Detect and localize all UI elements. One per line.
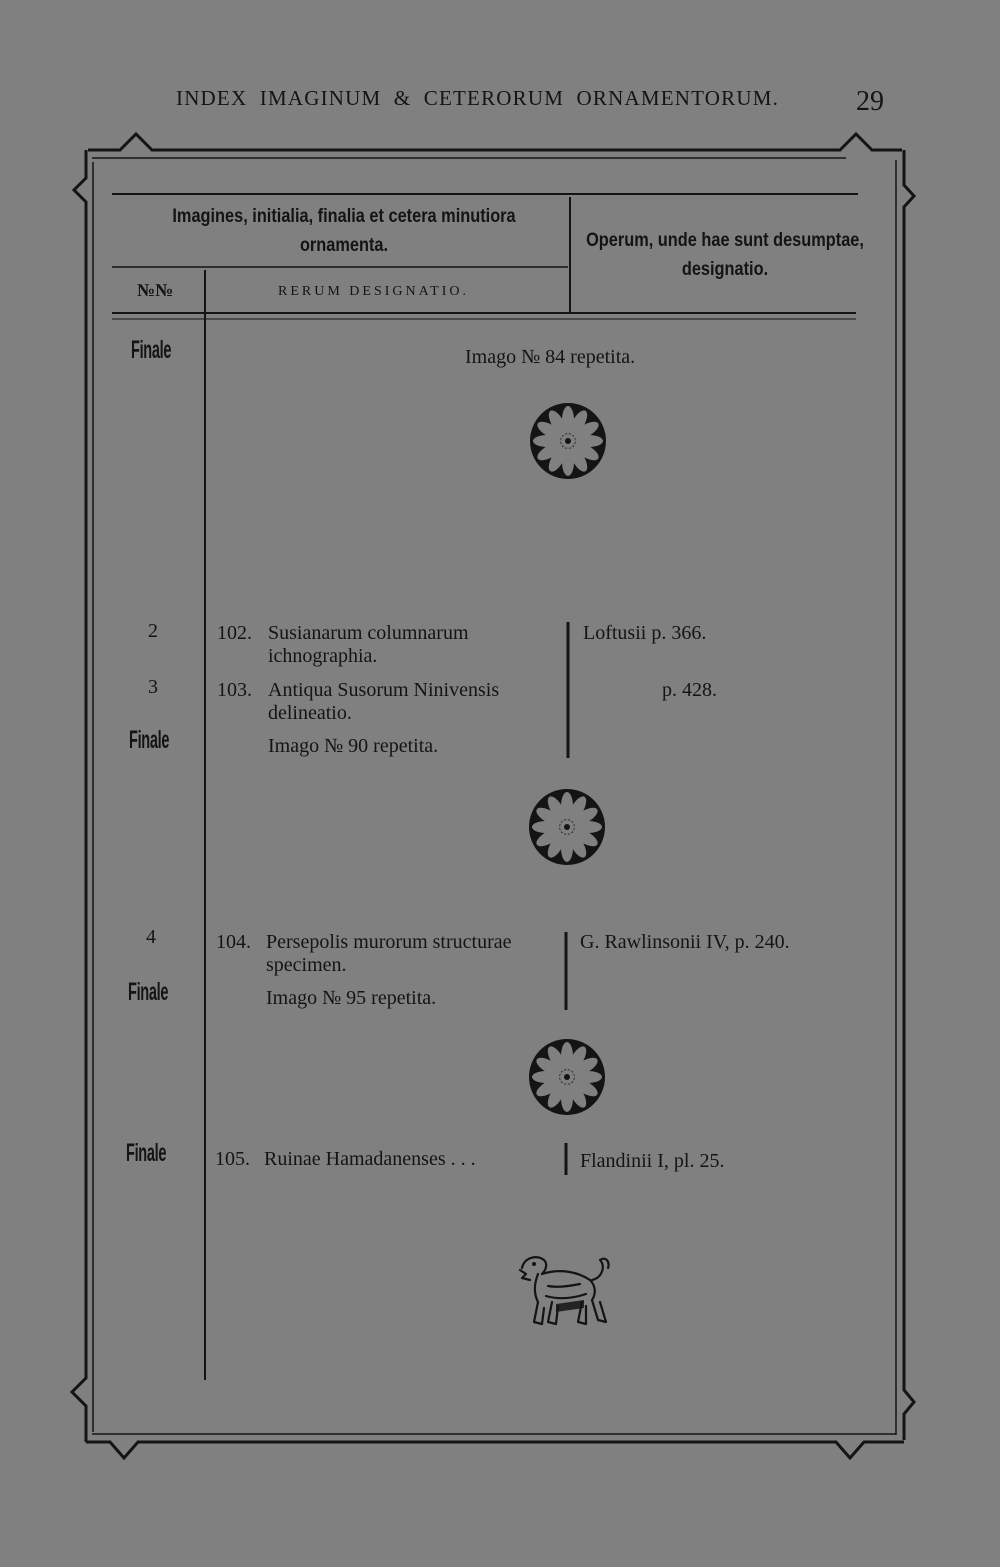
entry-number: 105. <box>215 1148 250 1170</box>
entry-text: Imago № 95 repetita. <box>266 987 437 1009</box>
source-reference: Flandinii I, pl. 25. <box>580 1150 725 1172</box>
lion-ornament <box>512 1250 616 1330</box>
row-label: 4 <box>146 926 156 948</box>
rosette-ornament <box>526 1036 608 1118</box>
rosette-ornament <box>527 400 609 482</box>
row-label: 2 <box>148 620 158 642</box>
entry-number: 103. <box>217 679 252 701</box>
row-label: Finale <box>129 726 170 754</box>
source-reference: G. Rawlinsonii IV, p. 240. <box>580 931 790 953</box>
entry-text: Ruinae Hamadanenses . . . <box>264 1148 476 1170</box>
left-column-title: Imagines, initialia, finalia et cetera minutiora ornamenta. <box>172 206 516 256</box>
row-label: Finale <box>131 336 172 364</box>
rosette-ornament <box>526 786 608 868</box>
entry-text: Persepolis murorum structurae specimen. <box>266 931 512 976</box>
running-head-title: INDEX IMAGINUM & CETERORUM ORNAMENTORUM. <box>176 86 780 110</box>
right-column-title: Operum, unde hae sunt desumptae, designatio. <box>586 230 864 280</box>
entry-text: Imago № 84 repetita. <box>465 346 636 368</box>
page-number: 29 <box>856 86 884 117</box>
entry-text: Antiqua Susorum Ninivensis delineatio. <box>268 679 500 724</box>
source-reference: p. 428. <box>662 679 717 701</box>
entry-number: 102. <box>217 622 252 644</box>
entry-text: Imago № 90 repetita. <box>268 735 439 757</box>
entry-number: 104. <box>216 931 251 953</box>
row-label: 3 <box>148 676 158 698</box>
number-column-header: №№ <box>137 280 174 300</box>
entry-text: Susianarum columnarum ichnographia. <box>268 622 469 667</box>
source-reference: Loftusii p. 366. <box>583 622 707 644</box>
designation-column-header: RERUM DESIGNATIO. <box>278 284 469 299</box>
row-label: Finale <box>126 1139 167 1167</box>
row-label: Finale <box>128 978 169 1006</box>
